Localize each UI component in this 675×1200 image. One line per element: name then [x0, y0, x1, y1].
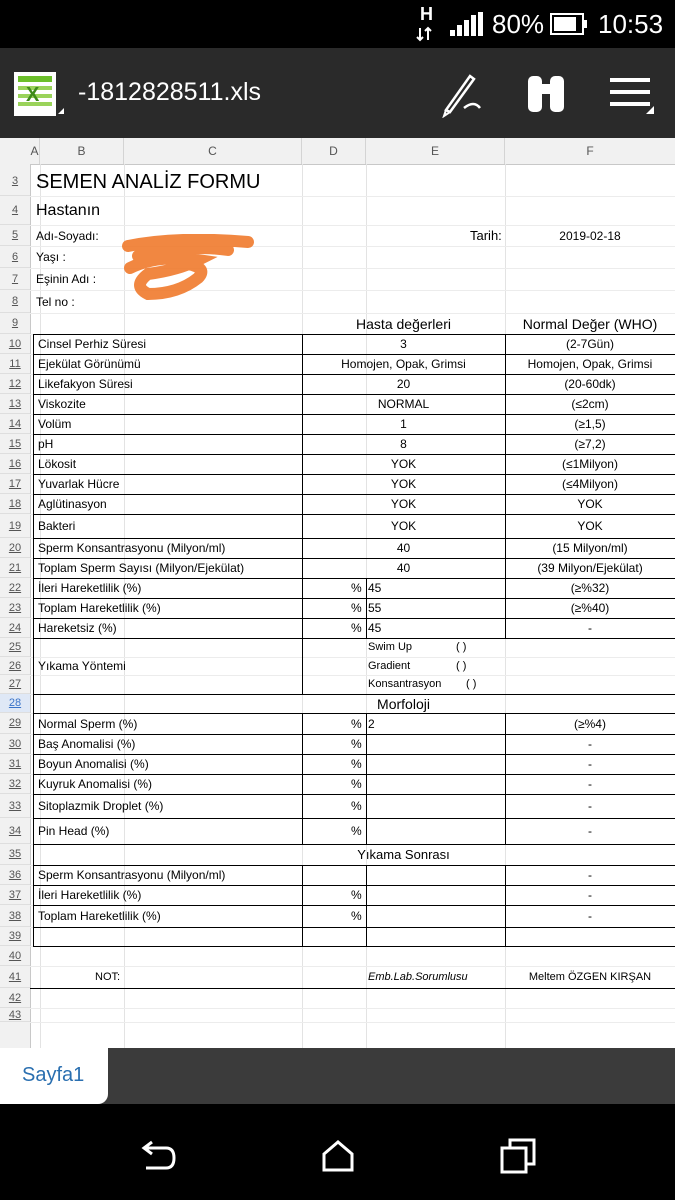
param-value: 40: [396, 541, 411, 555]
param-value: YOK: [390, 477, 417, 491]
row-header-6[interactable]: 6: [0, 246, 30, 268]
excel-file-icon[interactable]: [12, 70, 64, 122]
morphology-normal: -: [588, 824, 592, 838]
table-border: [505, 865, 506, 946]
row-header-20[interactable]: 20: [0, 538, 30, 558]
row-header-24[interactable]: 24: [0, 618, 30, 638]
param-value: 3: [400, 337, 407, 351]
grid-hline: [30, 1022, 675, 1023]
table-border: [33, 434, 675, 435]
column-header-b[interactable]: B: [40, 138, 124, 164]
morphology-pct: %: [351, 824, 362, 838]
row-header-11[interactable]: 11: [0, 354, 30, 374]
washing-checkbox[interactable]: ( ): [456, 641, 467, 653]
row-header-7[interactable]: 7: [0, 268, 30, 290]
row-header-43[interactable]: 43: [0, 1008, 30, 1022]
table-border: [33, 865, 675, 866]
table-border: [33, 414, 675, 415]
param-label: Toplam Sperm Sayısı (Milyon/Ejekülat): [38, 561, 245, 575]
menu-icon[interactable]: [608, 74, 656, 114]
file-name: -1812828511.xls: [78, 78, 262, 106]
battery-icon: [550, 13, 588, 35]
row-header-23[interactable]: 23: [0, 598, 30, 618]
column-header-bar: [0, 138, 675, 165]
morphology-label: Sitoplazmik Droplet (%): [38, 799, 164, 813]
table-border: [33, 638, 675, 639]
column-header-f[interactable]: F: [586, 144, 594, 158]
motility-pct: %: [351, 581, 362, 595]
network-type-label: H: [420, 4, 433, 24]
table-border: [302, 713, 303, 844]
row-header-35[interactable]: 35: [0, 844, 30, 865]
param-value: YOK: [390, 457, 417, 471]
battery-percent: 80%: [492, 9, 545, 39]
morphology-label: Kuyruk Anomalisi (%): [38, 777, 153, 791]
morphology-pct: %: [351, 777, 362, 791]
normal-values-header: Normal Değer (WHO): [522, 315, 658, 332]
param-normal: (≥7,2): [574, 437, 606, 451]
param-label: Yuvarlak Hücre: [38, 477, 120, 491]
param-value: YOK: [390, 497, 417, 511]
morphology-normal: -: [588, 757, 592, 771]
spouse-label: Eşinin Adı :: [36, 272, 97, 286]
table-border: [33, 734, 675, 735]
system-nav-bar: [0, 1104, 675, 1200]
table-border: [366, 578, 367, 638]
table-border: [33, 844, 675, 845]
row-header-19[interactable]: 19: [0, 514, 30, 538]
washing-option: Swim Up: [368, 641, 413, 653]
clock: 10:53: [598, 9, 664, 39]
table-border: [33, 474, 675, 475]
morphology-normal: -: [588, 737, 592, 751]
after-wash-label: Toplam Hareketlilik (%): [38, 909, 161, 923]
patient-heading: Hastanın: [36, 201, 101, 219]
param-normal: (15 Milyon/ml): [552, 541, 628, 555]
edit-pen-icon[interactable]: [436, 70, 484, 118]
motility-pct: %: [351, 601, 362, 615]
morphology-normal: (≥%4): [574, 716, 606, 731]
row-header-33[interactable]: 33: [0, 794, 30, 818]
param-label: Aglütinasyon: [38, 497, 107, 511]
after-wash-normal: -: [588, 868, 592, 882]
table-border: [33, 946, 675, 947]
row-header-40[interactable]: 40: [0, 946, 30, 966]
grid-hline: [30, 966, 675, 967]
washing-option: Konsantrasyon: [368, 678, 442, 690]
row-header-28[interactable]: 28: [0, 694, 30, 713]
motility-pct: %: [351, 621, 362, 635]
motility-value: 45: [368, 621, 382, 635]
table-border: [33, 754, 675, 755]
param-normal: (≥1,5): [574, 417, 606, 431]
morphology-label: Baş Anomalisi (%): [38, 737, 136, 751]
param-label: Bakteri: [38, 519, 76, 533]
param-normal: Homojen, Opak, Grimsi: [527, 357, 653, 371]
table-border: [33, 374, 675, 375]
param-normal: (≤1Milyon): [562, 457, 618, 471]
table-border: [302, 334, 303, 638]
param-label: Cinsel Perhiz Süresi: [38, 337, 147, 351]
column-header-e[interactable]: E: [366, 138, 505, 164]
table-border: [505, 334, 506, 638]
table-border: [33, 713, 675, 714]
motility-normal: (≥%32): [570, 581, 610, 595]
after-wash-label: Sperm Konsantrasyonu (Milyon/ml): [38, 868, 226, 882]
after-wash-normal: -: [588, 909, 592, 923]
table-border: [30, 988, 675, 989]
morphology-pct: %: [351, 737, 362, 751]
washing-checkbox[interactable]: ( ): [456, 659, 467, 672]
row-header-17[interactable]: 17: [0, 474, 30, 494]
lab-responsible-name: Meltem ÖZGEN KIRŞAN: [528, 970, 652, 983]
morphology-label: Pin Head (%): [38, 824, 110, 838]
table-border: [33, 774, 675, 775]
grid-hline: [30, 313, 675, 314]
table-border: [33, 885, 675, 886]
row-header-10[interactable]: 10: [0, 334, 30, 354]
param-value: 8: [400, 437, 407, 451]
note-label: NOT:: [95, 970, 121, 983]
table-border: [33, 538, 675, 539]
row-header-39[interactable]: 39: [0, 927, 30, 946]
param-label: Lökosit: [38, 457, 77, 471]
table-border: [505, 713, 506, 844]
morphology-label: Boyun Anomalisi (%): [38, 757, 149, 771]
param-label: Ejekülat Görünümü: [38, 357, 141, 371]
row-header-5[interactable]: 5: [0, 225, 30, 246]
param-normal: YOK: [577, 519, 603, 533]
redaction-scribble: [118, 234, 258, 304]
param-normal: YOK: [577, 497, 603, 511]
row-header-18[interactable]: 18: [0, 494, 30, 514]
row-header-31[interactable]: 31: [0, 754, 30, 774]
morphology-pct: %: [351, 799, 362, 813]
table-border: [33, 394, 675, 395]
row-header-27[interactable]: 27: [0, 675, 30, 694]
row-header-29[interactable]: 29: [0, 713, 30, 734]
find-binoculars-icon[interactable]: [522, 70, 570, 118]
row-header-32[interactable]: 32: [0, 774, 30, 794]
table-border: [33, 598, 675, 599]
param-label: Viskozite: [38, 397, 86, 411]
row-header-25[interactable]: 25: [0, 638, 30, 657]
table-border: [33, 578, 675, 579]
row-header-30[interactable]: 30: [0, 734, 30, 754]
table-border: [302, 865, 303, 946]
table-border: [302, 638, 303, 694]
morphology-normal: -: [588, 777, 592, 791]
param-normal: (≤2cm): [571, 397, 609, 411]
param-normal: (≤4Milyon): [562, 477, 618, 491]
column-header-c[interactable]: C: [124, 138, 302, 164]
grid-hline: [30, 657, 675, 658]
after-wash-label: İleri Hareketlilik (%): [38, 888, 142, 902]
phone-label: Tel no :: [36, 294, 75, 309]
table-border: [33, 494, 675, 495]
motility-normal: -: [588, 621, 592, 635]
after-wash-pct: %: [351, 888, 362, 902]
after-wash-pct: %: [351, 909, 362, 923]
spreadsheet-grid[interactable]: [0, 138, 675, 1048]
param-normal: (39 Milyon/Ejekülat): [537, 561, 643, 575]
signal-icon: [450, 12, 484, 36]
after-wash-title: Yıkama Sonrası: [357, 847, 450, 862]
morphology-value: 2: [368, 716, 375, 731]
table-border: [33, 454, 675, 455]
row-header-22[interactable]: 22: [0, 578, 30, 598]
morphology-pct: %: [351, 716, 362, 731]
table-border: [33, 905, 675, 906]
row-header-8[interactable]: 8: [0, 290, 30, 313]
row-header-34[interactable]: 34: [0, 818, 30, 844]
after-wash-normal: -: [588, 888, 592, 902]
row-header-36[interactable]: 36: [0, 865, 30, 885]
back-icon[interactable]: [138, 1136, 178, 1176]
morphology-normal: -: [588, 799, 592, 813]
morphology-pct: %: [351, 757, 362, 771]
morphology-title: Morfoloji: [377, 695, 430, 712]
sheet-tab-label: Sayfa1: [22, 1064, 85, 1086]
table-border: [366, 713, 367, 844]
grid-hline: [30, 675, 675, 676]
param-value: 20: [396, 377, 411, 391]
sheet-tab-sayfa1[interactable]: [0, 1048, 108, 1104]
morphology-label: Normal Sperm (%): [38, 716, 138, 731]
app-toolbar: [0, 48, 675, 138]
home-icon[interactable]: [318, 1136, 358, 1176]
row-header-12[interactable]: 12: [0, 374, 30, 394]
param-value: NORMAL: [377, 397, 430, 411]
row-header-15[interactable]: 15: [0, 434, 30, 454]
param-label: Sperm Konsantrasyonu (Milyon/ml): [38, 541, 226, 555]
washing-checkbox[interactable]: ( ): [466, 678, 477, 690]
row-header-16[interactable]: 16: [0, 454, 30, 474]
param-value: YOK: [390, 519, 417, 533]
table-border: [33, 334, 675, 335]
param-value: 40: [396, 561, 411, 575]
motility-value: 45: [368, 581, 382, 595]
row-header-38[interactable]: 38: [0, 905, 30, 927]
column-header-d[interactable]: D: [302, 138, 366, 164]
patient-values-header: Hasta değerleri: [356, 315, 451, 332]
name-label: Adı-Soyadı:: [36, 228, 99, 243]
table-border: [33, 334, 34, 946]
table-border: [33, 558, 675, 559]
table-border: [33, 514, 675, 515]
motility-label: Hareketsiz (%): [38, 621, 117, 635]
row-header-14[interactable]: 14: [0, 414, 30, 434]
lab-responsible-label: Emb.Lab.Sorumlusu: [368, 970, 468, 983]
motility-label: Toplam Hareketlilik (%): [38, 601, 161, 615]
param-label: Likefakyon Süresi: [38, 377, 133, 391]
row-header-21[interactable]: 21: [0, 558, 30, 578]
motility-normal: (≥%40): [570, 601, 610, 615]
date-value: 2019-02-18: [559, 228, 621, 243]
grid-hline: [30, 225, 675, 226]
motility-value: 55: [368, 601, 382, 615]
row-header-9[interactable]: 9: [0, 313, 30, 334]
sheet-tab-bar: [0, 1048, 675, 1104]
washing-option: Gradient: [368, 659, 411, 672]
table-border: [33, 694, 675, 695]
row-header-4[interactable]: 4: [0, 196, 30, 225]
row-header-3[interactable]: 3: [0, 167, 30, 196]
washing-label: Yıkama Yöntemi: [38, 659, 126, 673]
table-border: [33, 927, 675, 928]
param-value: Homojen, Opak, Grimsi: [341, 357, 466, 371]
param-label: Volüm: [38, 417, 72, 431]
grid-hline: [30, 1008, 675, 1009]
table-border: [33, 818, 675, 819]
row-header-bar: [0, 164, 31, 1048]
table-border: [366, 865, 367, 946]
recent-apps-icon[interactable]: [498, 1136, 538, 1176]
param-normal: (20-60dk): [564, 377, 616, 391]
row-header-37[interactable]: 37: [0, 885, 30, 905]
param-value: 1: [400, 417, 407, 431]
date-label: Tarih:: [470, 228, 502, 243]
table-border: [33, 618, 675, 619]
param-normal: (2-7Gün): [565, 337, 615, 351]
status-bar: [0, 0, 675, 48]
row-header-42[interactable]: 42: [0, 988, 30, 1008]
row-header-26[interactable]: 26: [0, 657, 30, 675]
row-header-41[interactable]: 41: [0, 966, 30, 988]
row-header-13[interactable]: 13: [0, 394, 30, 414]
motility-label: İleri Hareketlilik (%): [38, 581, 142, 595]
age-label: Yaşı :: [36, 250, 66, 264]
param-label: pH: [38, 437, 54, 451]
grid-hline: [30, 196, 675, 197]
table-border: [33, 354, 675, 355]
svg-text:X: X: [26, 84, 40, 106]
page-title: SEMEN ANALİZ FORMU: [36, 170, 261, 193]
column-header-a[interactable]: A: [30, 138, 40, 164]
table-border: [33, 794, 675, 795]
